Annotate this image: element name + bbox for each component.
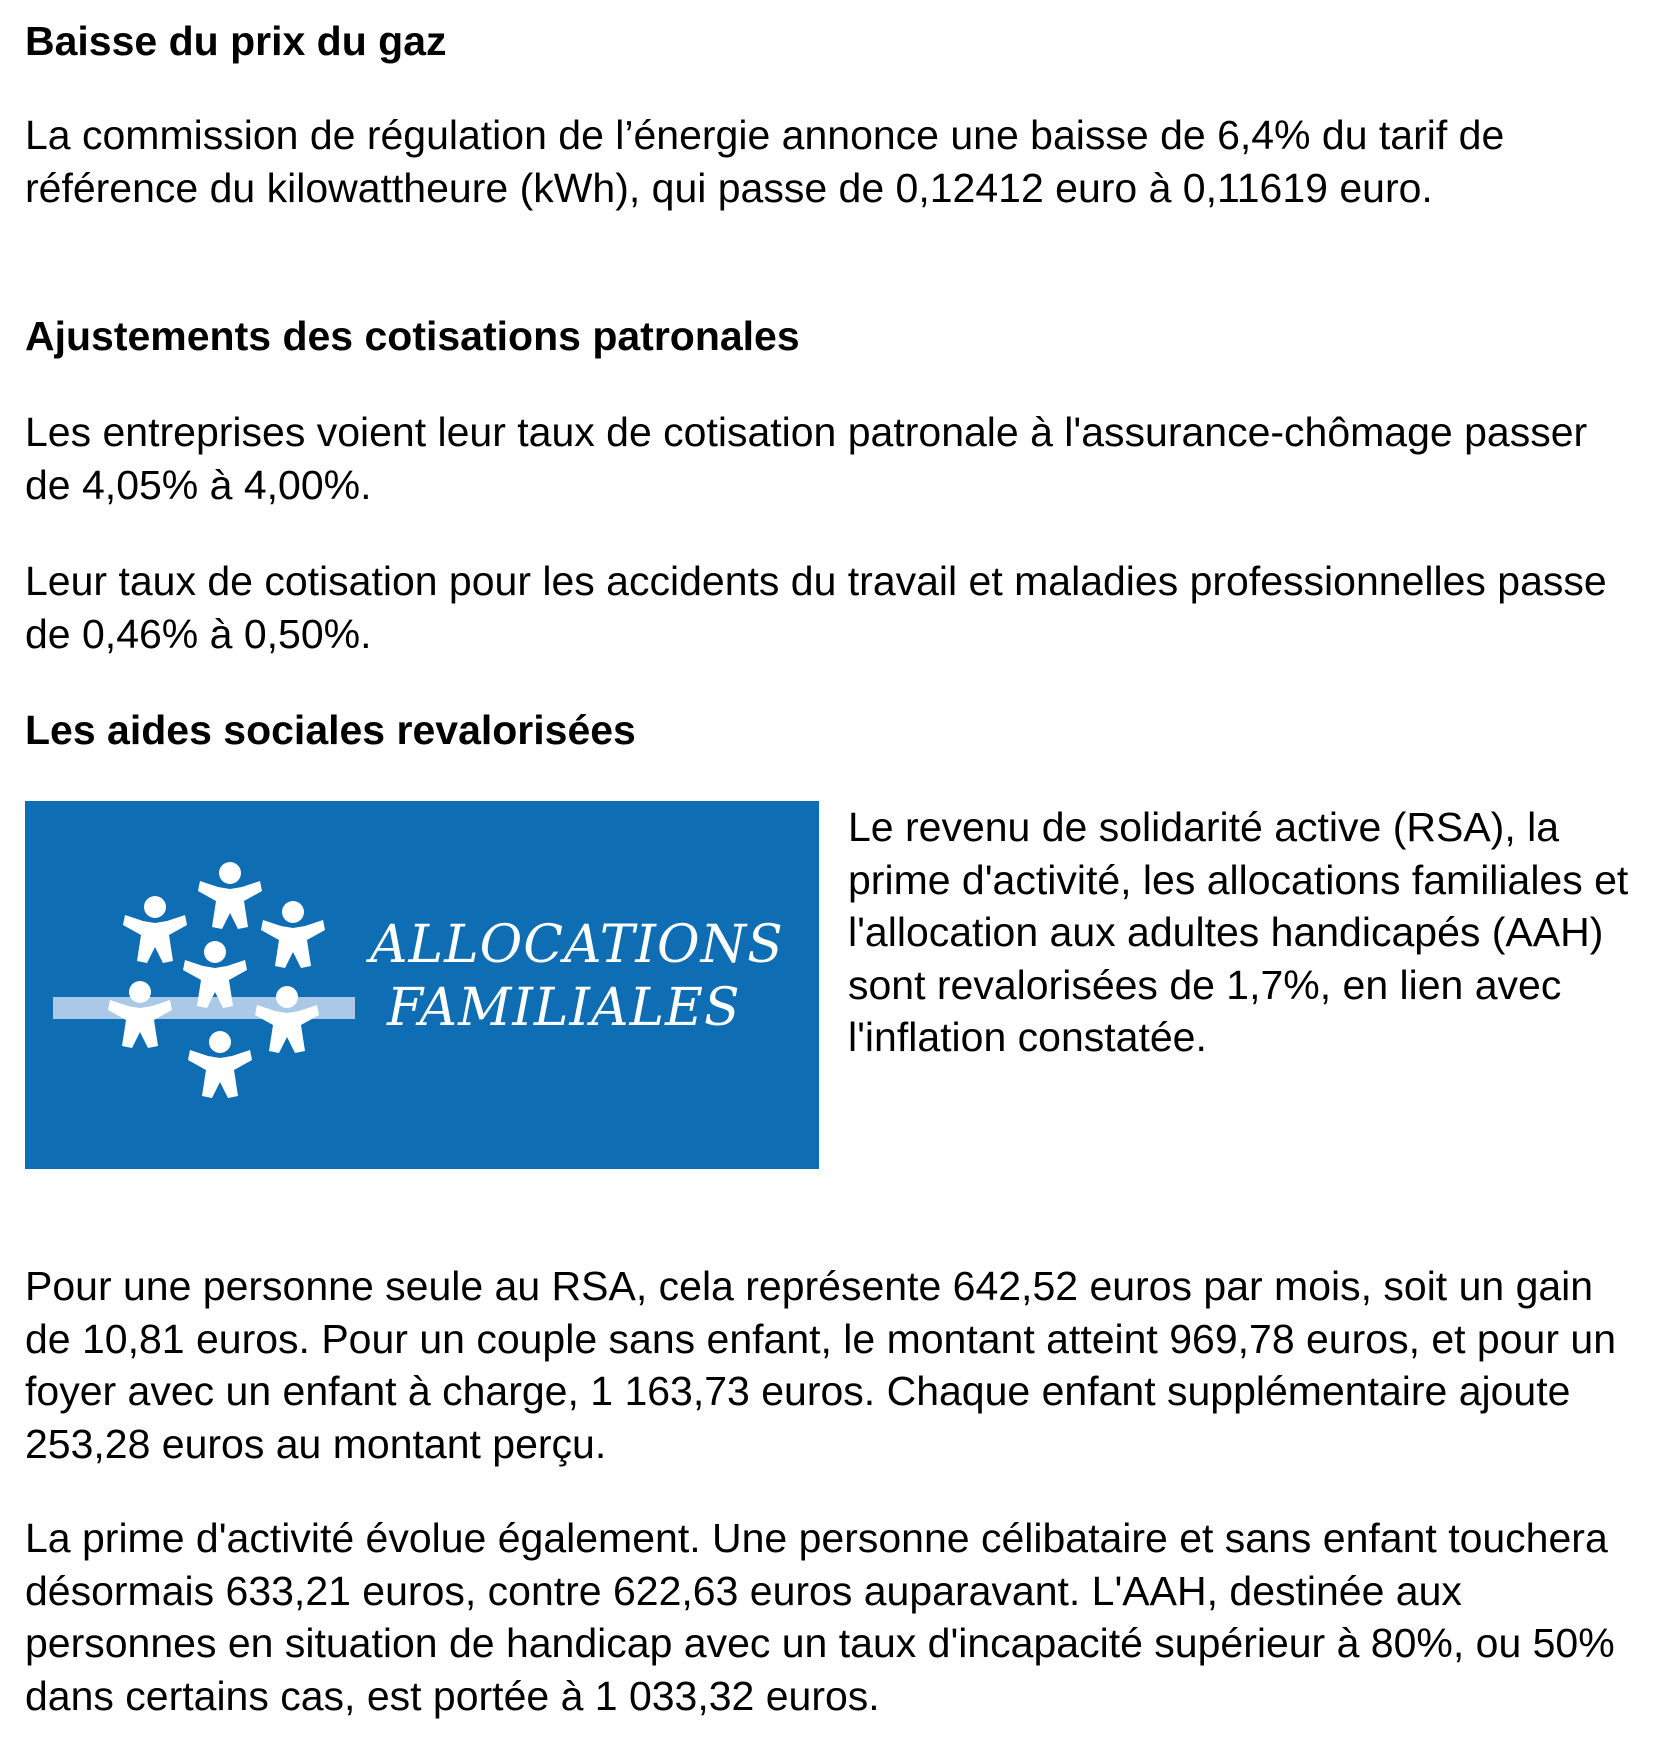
logo-text-allocations: ALLOCATIONS: [370, 915, 784, 975]
paragraph-cotisations-accidents: Leur taux de cotisation pour les accidents du travail et maladies professionnelles passe de 0,46% à 0,50%.: [25, 558, 1607, 657]
paragraph-aides-revalorisation: Le revenu de solidarité active (RSA), la prime d'activité, les allocations familiales et l'allocation aux adultes handicapés (AAH) sont revalorisées de 1,7%, en lien avec l'inflation constatée.: [848, 804, 1629, 1060]
paragraph-cotisations-chomage: Les entreprises voient leur taux de cotisation patronale à l'assurance-chômage passer de 4,05% à 4,00%.: [25, 409, 1588, 508]
allocations-familiales-logo: [25, 801, 819, 1169]
paragraph-gaz: La commission de régulation de l’énergie annonce une baisse de 6,4% du tarif de référence du kilowattheure (kWh), qui passe de 0,12412 euro à 0,11619 euro.: [25, 112, 1505, 211]
heading-cotisations: Ajustements des cotisations patronales: [25, 313, 800, 359]
heading-aides-sociales: Les aides sociales revalorisées: [25, 707, 636, 753]
paragraph-rsa-montants: Pour une personne seule au RSA, cela représente 642,52 euros par mois, soit un gain de 10,81 euros. Pour un couple sans enfant, le montant atteint 969,78 euros, et pour un foyer avec un enfant à charge, 1 163,73 euros. Chaque enfant supplémentaire ajoute 253,28 euros au montant perçu.: [25, 1263, 1616, 1467]
paragraph-prime-activite: La prime d'activité évolue également. Une personne célibataire et sans enfant touchera désormais 633,21 euros, contre 622,63 euros auparavant. L'AAH, destinée aux personnes en situation de handicap avec un taux d'incapacité supérieur à 80%, ou 50% dans certains cas, est portée à 1 033,32 euros.: [25, 1515, 1615, 1719]
logo-text-familiales: FAMILIALES: [387, 978, 741, 1038]
heading-gaz: Baisse du prix du gaz: [25, 18, 447, 64]
